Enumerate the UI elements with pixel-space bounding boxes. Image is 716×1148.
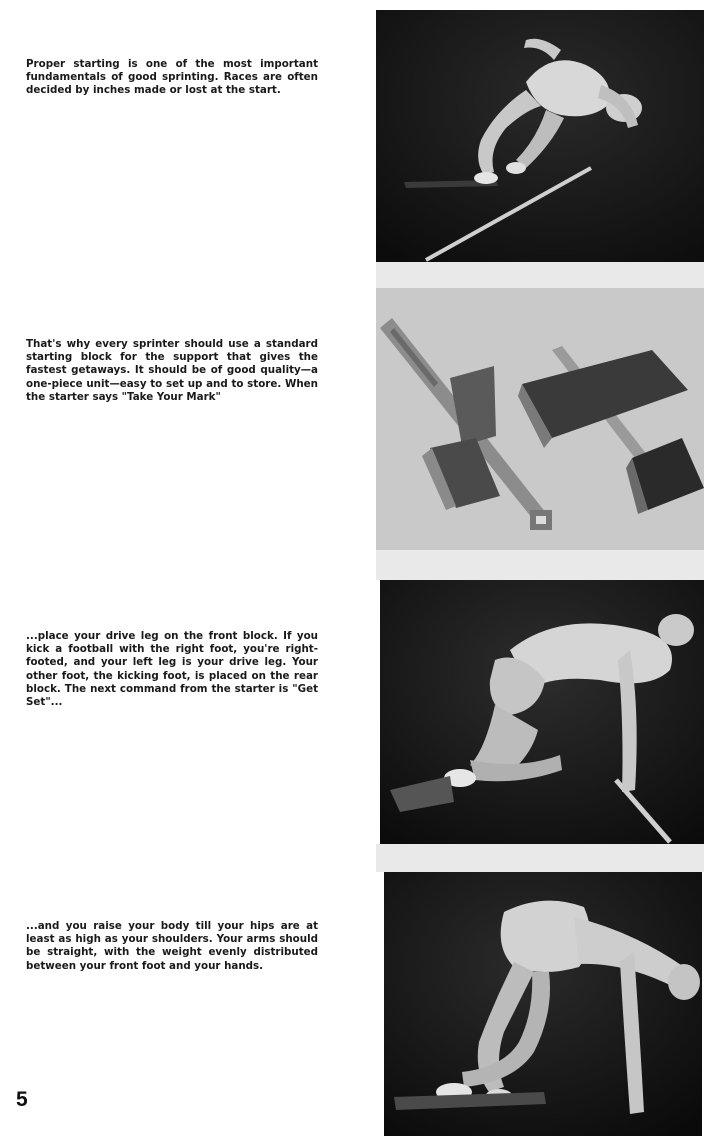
caption-get-set: ...and you raise your body till your hips are at least as high as your shoulders. Your arms should be straight, with the weight evenly distributed between your front foot and your hands. [26, 920, 318, 972]
photo-get-set [384, 872, 702, 1136]
photo-take-your-mark [380, 580, 704, 844]
photo-divider [376, 550, 704, 580]
photo-divider [376, 262, 704, 288]
photo-divider [376, 844, 704, 872]
caption-starting-block: That's why every sprinter should use a standard starting block for the support that gives the fastest getaways. It should be of good quality—a one-piece unit—easy to set up and to store. When the starter says "Take Your Mark" [26, 338, 318, 403]
caption-take-your-mark: ...place your drive leg on the front block. If you kick a football with the right foot, you're right-footed, and your left leg is your drive leg. Your other foot, the kicking foot, is placed on the rear block. The next command from the starter is "Get Set"... [26, 630, 318, 709]
photo-starting-blocks [376, 288, 704, 550]
caption-start: Proper starting is one of the most important fundamentals of good sprinting. Races are often decided by inches made or lost at the start. [26, 58, 318, 97]
photo-sprinter-start [376, 10, 704, 262]
page-number: 5 [16, 1088, 28, 1111]
